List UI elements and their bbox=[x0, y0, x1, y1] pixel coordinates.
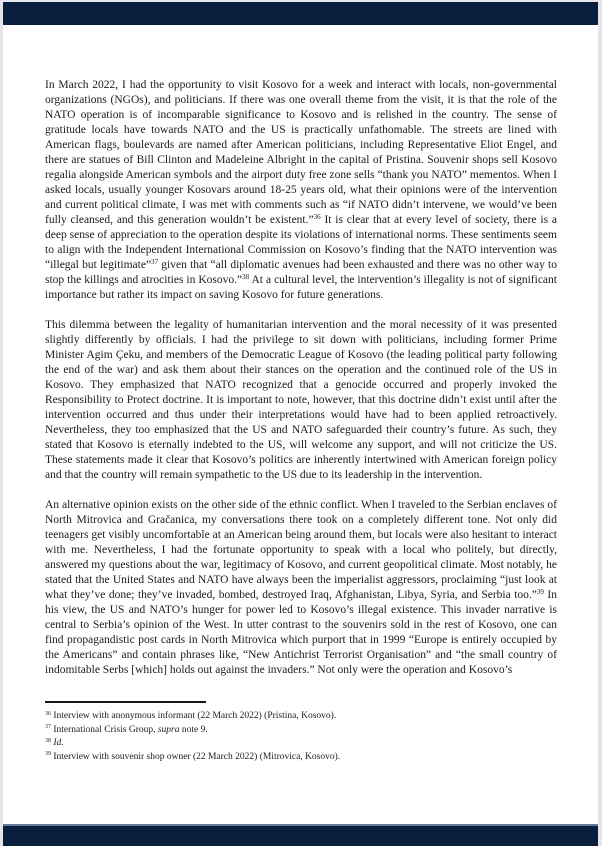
paragraph bbox=[45, 498, 557, 678]
footnote-separator bbox=[45, 701, 206, 703]
text-run: International Crisis Group, bbox=[53, 724, 158, 735]
text-run: In March 2022, I had the opportunity to visit Kosovo for a week and interact with locals, non-governmental organizations (NGOs), and politicians. If there was one overall theme from the visit, it is that the role of the NATO operation is of incomparable significance to Kosovo and is relished in the country. The sense of gratitude locals have towards NATO and the US is practically unfathomable. The streets are lined with American flags, boulevards are named after American politicians, including Representative Eliot Engel, and there are statues of Bill Clinton and Madeleine Albright in the capital of Pristina. Souvenir shops sell Kosovo regalia alongside American symbols and the airport duty free zone sells “thank you NATO” mementos. When I asked locals, usually younger Kosovars around 18-25 years old, what their opinions were of the intervention and current political climate, I was met with comments such as “if NATO didn’t intervene, we would’ve been fully cleansed, and this generation wouldn’t be existent.” bbox=[45, 79, 557, 226]
page-content bbox=[3, 25, 598, 824]
text-run: This dilemma between the legality of humanitarian intervention and the moral necessity of it was presented slightly differently by officials. I had the privilege to sit down with politicians, including former Prime Minister Agim Çeku, and members of the Democratic League of Kosovo (the leading political party following the end of the war) and ask them about their stances on the operation and the continued role of the US in Kosovo. They emphasized that NATO recognized that a genocide occurred and properly invoked the Responsibility to Protect doctrine. It is important to note, however, that this doctrine didn’t exist until after the intervention occurred and thus under their interpretations would have had to been applied retroactively. Nevertheless, they too emphasized that the US and NATO safeguarded their country’s future. As such, they stated that Kosovo is eternally indebted to the US, will welcome any support, and will not criticize the US. These statements made it clear that Kosovo’s politics are inherently intertwined with American foreign policy and that the country will remain sympathetic to the US due to its leadership in the intervention. bbox=[45, 319, 557, 481]
paragraph bbox=[45, 78, 557, 303]
footnotes-section bbox=[45, 710, 557, 764]
footnote-number: 37 bbox=[45, 724, 51, 730]
footnote-number: 39 bbox=[45, 751, 51, 757]
footnote-marker: 37 bbox=[151, 257, 159, 266]
italic-text: supra bbox=[157, 724, 180, 735]
footnote bbox=[45, 751, 557, 765]
text-run: given that “all diplomatic avenues had been exhausted and there was no other way to stop the killings and atrocities in Kosovo.” bbox=[45, 259, 557, 286]
footnote-marker: 38 bbox=[242, 272, 250, 281]
body-text bbox=[45, 78, 557, 693]
text-run: note 9. bbox=[179, 724, 208, 735]
document-page bbox=[3, 2, 598, 846]
italic-text: Id. bbox=[53, 738, 64, 748]
footnote bbox=[45, 710, 557, 724]
footnote-marker: 36 bbox=[313, 212, 321, 221]
text-run: It is clear that at every level of society, there is a deep sense of appreciation to the operation despite its violations of international norms. These sentiments seem to align with the Independent International Commission on Kosovo’s finding that the NATO intervention was “illegal but legitimate” bbox=[45, 214, 557, 271]
paragraph bbox=[45, 318, 557, 483]
footer-band bbox=[3, 824, 598, 846]
header-band bbox=[3, 2, 598, 25]
text-run: Interview with souvenir shop owner (22 March 2022) (Mitrovica, Kosovo). bbox=[53, 751, 341, 762]
footnote-number: 38 bbox=[45, 737, 51, 744]
text-run: At a cultural level, the intervention’s illegality is not of significant importance but rather its impact on saving Kosovo for future generations. bbox=[45, 274, 557, 301]
text-run: In his view, the US and NATO’s hunger for power led to Kosovo’s illegal existence. This invader narrative is central to Serbia’s opinion of the West. In utter contrast to the souvenirs sold in the rest of Kosovo, one can find propagandistic post cards in North Mitrovica which purport that in 1999 “Europe is entirely occupied by the Americans” and contain phrases like, “New Antichrist Terrorist Organisation” and “the small country of indomitable Serbs [which] holds out against the invaders.” Not only were the operation and Kosovo’s bbox=[45, 589, 557, 676]
footnote-number: 36 bbox=[45, 710, 51, 717]
footnote bbox=[45, 724, 557, 738]
text-run: An alternative opinion exists on the other side of the ethnic conflict. When I traveled to the Serbian enclaves of North Mitrovica and Gračanica, my conversations there took on a completely different tone. Not only did teenagers get visibly uncomfortable at an American being around them, but locals were also hesitant to interact with me. Nevertheless, I had the fortunate opportunity to speak with a local who politely, but directly, answered my questions about the war, legitimacy of Kosovo, and current geopolitical climate. Most notably, he stated that the United States and NATO have always been the imperialist aggressors, proclaiming “just look at what they’ve done; they’ve invaded, bombed, destroyed Iraq, Afghanistan, Libya, Syria, and Serbia too.” bbox=[45, 499, 558, 601]
footnote-marker: 39 bbox=[536, 587, 544, 596]
text-run: Interview with anonymous informant (22 March 2022) (Pristina, Kosovo). bbox=[53, 711, 337, 721]
footnote bbox=[45, 737, 557, 751]
